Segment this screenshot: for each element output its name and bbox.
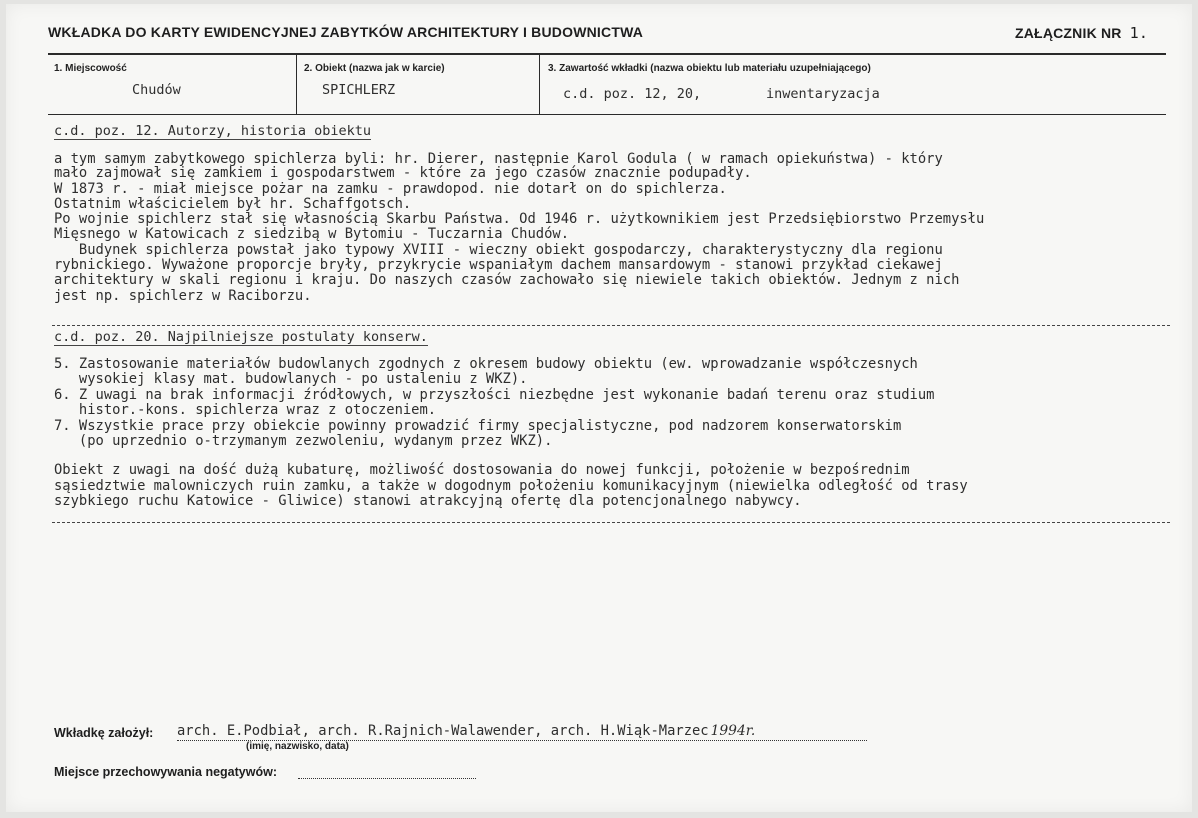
section2-line-9: szybkiego ruchu Katowice - Gliwice) stanowi atrakcyjną ofertę dla potencjonalnego nabywcy. (54, 493, 802, 509)
section1-line-10: jest np. spichlerz w Raciborzu. (54, 288, 312, 304)
section1-line-2: mało zajmował się zamkiem i gospodarstwem - które za jego czasów znacznie podupadły. (54, 165, 752, 181)
author-label: Wkładkę założył: (54, 726, 154, 740)
attachment-number (1015, 24, 1148, 42)
content-label: 3. Zawartość wkładki (nazwa obiektu lub materiału uzupełniającego) (548, 63, 871, 74)
section2-rule (52, 522, 1170, 523)
object-value: SPICHLERZ (322, 82, 396, 98)
section1-line-3: W 1873 r. - miał miejsce pożar na zamku - prawdopod. nie dotarł on do spichlerza. (54, 181, 727, 197)
author-value (177, 723, 755, 739)
negatives-label: Miejsce przechowywania negatywów: (54, 765, 277, 779)
section2-line-5: 7. Wszystkie prace przy obiekcie powinny prowadzić firmy specjalistyczne, pod nadzorem konserwatorskim (54, 418, 902, 434)
content-value-extra: inwentaryzacja (766, 86, 880, 102)
attachment-label: ZAŁĄCZNIK NR (1015, 25, 1122, 41)
section2-line-7: Obiekt z uwagi na dość dużą kubaturę, możliwość dostosowania do nowej funkcji, położenie w bezpośrednim (54, 462, 910, 478)
author-hint: (imię, nazwisko, data) (246, 741, 349, 752)
header-rule (48, 53, 1166, 55)
section2-heading: c.d. poz. 20. Najpilniejsze postulaty konserw. (54, 329, 428, 345)
section2-line-1: 5. Zastosowanie materiałów budowlanych zgodnych z okresem budowy obiektu (ew. wprowadzanie współczesnych (54, 356, 918, 372)
negatives-dotted-line (298, 778, 476, 779)
section1-line-6: Mięsnego w Katowicach z siedzibą w Bytomiu - Tuczarnia Chudów. (54, 226, 569, 242)
location-label: 1. Miejscowość (54, 63, 127, 74)
section1-heading: c.d. poz. 12. Autorzy, historia obiektu (54, 123, 371, 139)
section1-line-7: Budynek spichlerza powstał jako typowy XVIII - wieczny obiekt gospodarczy, charakterystyczny dla regionu (54, 242, 943, 258)
section1-rule (52, 325, 1170, 326)
field-divider-1 (296, 54, 297, 114)
section2-line-2: wysokiej klasy mat. budowlanych - po ustaleniu z WKZ). (54, 371, 528, 387)
author-year: 1994r. (710, 723, 756, 739)
field-divider-2 (539, 54, 540, 114)
fields-rule (48, 114, 1166, 115)
attachment-value: 1. (1129, 24, 1149, 42)
section2-line-4: histor.-kons. spichlerza wraz z otoczeniem. (54, 402, 437, 418)
section1-line-9: architektury w skali regionu i kraju. Do naszych czasów zachowało się niewiele takich obiektów. Jednym z nich (54, 272, 960, 288)
section1-line-1: a tym samym zabytkowego spichlerza byli: hr. Dierer, następnie Karol Godula ( w ramach opiekuństwa) - który (54, 151, 943, 167)
section1-line-8: rybnickiego. Wyważone proporcje bryły, przykrycie wspaniałym dachem mansardowym - stanowi przykład ciekawej (54, 257, 943, 273)
author-names: arch. E.Podbiał, arch. R.Rajnich-Walawender, arch. H.Wiąk-Marzec (177, 723, 709, 739)
card-title: WKŁADKA DO KARTY EWIDENCYJNEJ ZABYTKÓW ARCHITEKTURY I BUDOWNICTWA (48, 24, 644, 40)
section1-line-5: Po wojnie spichlerz stał się własnością Skarbu Państwa. Od 1946 r. użytkownikiem jest Przedsiębiorstwo Przemysłu (54, 211, 985, 227)
section1-line-4: Ostatnim właścicielem był hr. Schaffgotsch. (54, 196, 412, 212)
section2-line-3: 6. Z uwagi na brak informacji źródłowych, w przyszłości niezbędne jest wykonanie badań terenu oraz studium (54, 387, 935, 403)
content-value: c.d. poz. 12, 20, (563, 86, 702, 102)
section2-line-6: (po uprzednio o-trzymanym zezwoleniu, wydanym przez WKZ). (54, 433, 553, 449)
object-label: 2. Obiekt (nazwa jak w karcie) (304, 63, 445, 74)
section2-line-8: sąsiedztwie malowniczych ruin zamku, a także w dogodnym położeniu komunikacyjnym (niewielka odległość od trasy (54, 478, 968, 494)
location-value: Chudów (132, 82, 181, 98)
